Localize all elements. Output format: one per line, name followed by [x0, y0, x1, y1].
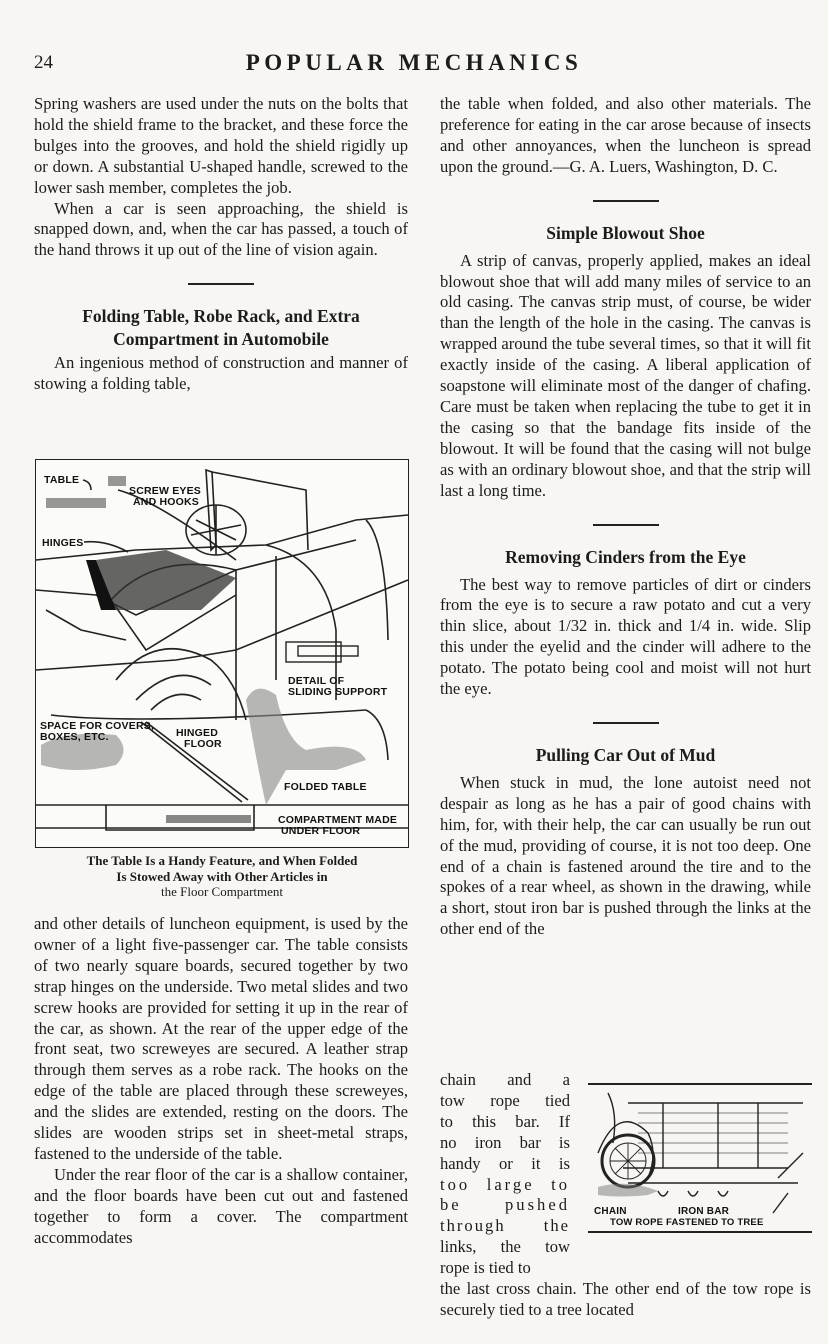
article-title-folding-table	[34, 305, 408, 351]
right-column	[440, 94, 811, 940]
wrap-line: be pushed	[440, 1195, 570, 1215]
wrap-line: chain and a	[440, 1070, 570, 1089]
left-column	[34, 94, 408, 395]
caption-line: Is Stowed Away with Other Articles in	[116, 868, 328, 884]
title-line: Compartment in Automobile	[113, 329, 329, 350]
article-intro: An ingenious method of construction and manner of stowing a folding table,	[34, 353, 408, 394]
label-and-hooks: AND HOOKS	[133, 496, 199, 508]
caption-line: the Floor Compartment	[160, 884, 284, 899]
article-title-pulling-car: Pulling Car Out of Mud	[535, 744, 716, 765]
label-tow-rope: TOW ROPE FASTENED TO TREE	[610, 1217, 764, 1228]
page-header	[0, 52, 828, 82]
label-screw-eyes: SCREW EYES	[129, 485, 202, 497]
article-paragraph: Under the rear floor of the car is a shallow container, and the floor boards have been cut out and fastened together to form a cover. The compartment accommodates	[34, 1164, 408, 1247]
continued-paragraph: the table when folded, and also other materials. The preference for eating in the car arose because of insects and other annoyances, when the luncheon is spread upon the ground.—G. A. Luers, Washington, D. C.	[440, 94, 811, 176]
wrap-line: tow rope tied	[440, 1090, 570, 1110]
page-number: 24	[34, 52, 53, 73]
continued-paragraph: Spring washers are used under the nuts on the bolts that hold the shield frame to the bracket, and these force the bulges into the grooves, and hold the shield rigidly up or down. A substantial U-shaped handle, screwed to the lower sash member, completes the job.	[34, 94, 408, 197]
label-table: TABLE	[44, 474, 80, 486]
caption-line: The Table Is a Handy Feature, and When Folded	[86, 853, 358, 868]
wrap-line: handy or it is	[440, 1153, 570, 1173]
article-title-removing-cinders: Removing Cinders from the Eye	[505, 546, 746, 567]
label-detail-of: DETAIL OF	[288, 675, 345, 687]
label-hinges: HINGES	[42, 537, 84, 549]
after-wrap-text	[440, 1279, 811, 1321]
wrap-line: rope is tied to	[440, 1258, 531, 1278]
car-in-mud-illustration	[588, 1083, 812, 1233]
running-title: POPULAR MECHANICS	[245, 50, 583, 75]
label-compartment-made: COMPARTMENT MADE	[278, 814, 398, 826]
wrap-line: through the	[440, 1216, 570, 1236]
article-paragraph-continued: the last cross chain. The other end of the tow rope is securely tied to a tree located	[440, 1279, 811, 1319]
article-paragraph: and other details of luncheon equipment, is used by the owner of a light five-passenger car. The table consists of two nearly square boards, secured together by two strap hinges on the underside. Two metal slides and two screw hooks are provided for setting it up in the rear of the car, as shown. At the rear of the upper edge of the front seat, two screweyes are secured. A leather strap through them serves as a robe rack. The hooks on the edge of the table are placed through these screweyes, and the slides are extended, resting on the doors. The slides are wooden strips set in sheet-metal straps, fastened to the underside of the table.	[34, 914, 408, 1163]
label-chain: CHAIN	[594, 1206, 627, 1217]
wrap-line: too large to	[440, 1174, 570, 1194]
label-iron-bar: IRON BAR	[678, 1206, 730, 1217]
label-under-floor: UNDER FLOOR	[281, 825, 361, 837]
wrap-line: links, the tow	[440, 1237, 570, 1257]
label-hinged: HINGED	[176, 727, 219, 739]
article-title-blowout-shoe: Simple Blowout Shoe	[546, 222, 705, 243]
continued-paragraph: When a car is seen approaching, the shield is snapped down, and, when the car has passed, a touch of the hand throws it up out of the line of vision again.	[34, 198, 408, 260]
label-boxes-etc: BOXES, ETC.	[40, 731, 109, 743]
label-floor: FLOOR	[184, 738, 222, 750]
title-line: Folding Table, Robe Rack, and Extra	[82, 306, 360, 327]
figure-caption	[34, 853, 410, 900]
article-paragraph: The best way to remove particles of dirt or cinders from the eye is to secure a raw potato and cut a very thin slice, about 1/32 in. thick and 1/4 in. wide. Slip this under the eyelid and the cinder will adhere to the potato. The potato being cool and moist will not hurt the eye.	[440, 574, 811, 699]
article-paragraph: A strip of canvas, properly applied, makes an ideal blowout shoe that will add many miles of service to an old casing. The canvas strip must, of course, be wider than the length of the hole in the casing. The canvas is wrapped around the tube several times, so that it will fit exactly inside of the casing. A liberal application of soapstone will eliminate most of the danger of chafing. Care must be taken when replacing the tube to get it in the casing so that the bandage fits inside of the blowout. It will be found that the casing will not bulge as with an ordinary blowout shoe, and that the strip will last a long time.	[440, 250, 811, 500]
left-column-continued	[34, 914, 408, 1249]
label-sliding-support: SLIDING SUPPORT	[288, 686, 388, 698]
wrap-line: no iron bar is	[440, 1132, 570, 1152]
label-space-for-covers: SPACE FOR COVERS,	[40, 720, 155, 732]
wrap-text-block	[440, 1070, 570, 1279]
wrap-line: to this bar. If	[440, 1111, 570, 1131]
label-folded-table: FOLDED TABLE	[284, 781, 367, 793]
article-paragraph: When stuck in mud, the lone autoist need not despair as long as he has a pair of good chains with him, for, with their help, the car can usually be run out of the mud, providing of course, it is not too deep. One end of a chain is fastened around the tire and to the spokes of a rear wheel, as shown in the drawing, while a short, stout iron bar is pushed through the links at the other end of the	[440, 772, 811, 939]
folding-table-illustration	[35, 459, 409, 848]
